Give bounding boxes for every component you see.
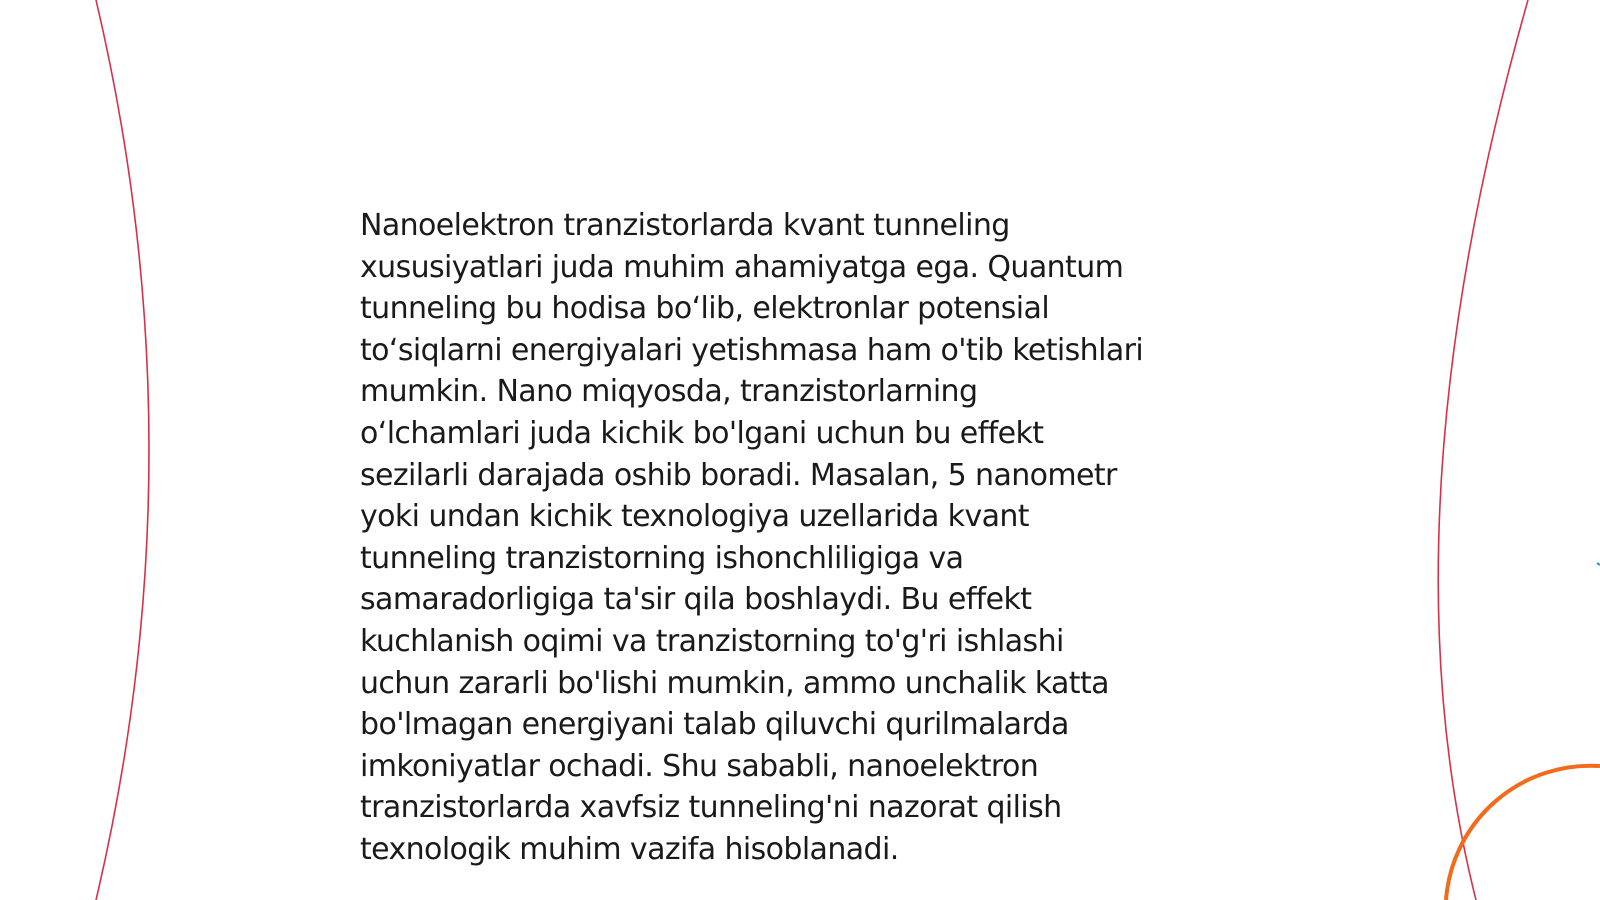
orange-circle-arc	[1446, 766, 1600, 900]
right-red-arc	[1438, 0, 1528, 900]
left-red-arc	[96, 0, 149, 900]
slide-body-text: Nanoelektron tranzistorlarda kvant tunneling xususiyatlari juda muhim ahamiyatga ega. Quantum tunneling bu hodisa bo‘lib, elektronlar potensial to‘siqlarni energiyalari yetishmasa ham o'tib ketishlari mumkin. Nano miqyosda, tranzistorlarning o‘lchamlari juda kichik bo'lgani uchun bu effekt sezilarli darajada oshib boradi. Masalan, 5 nanometr yoki undan kichik texnologiya uzellarida kvant tunneling tranzistorning ishonchliligiga va samaradorligiga ta'sir qila boshlaydi. Bu effekt kuchlanish oqimi va tranzistorning to'g'ri ishlashi uchun zararli bo'lishi mumkin, ammo unchalik katta bo'lmagan energiyani talab qiluvchi qurilmalarda imkoniyatlar ochadi. Shu sababli, nanoelektron tranzistorlarda xavfsiz tunneling'ni nazorat qilish texnologik muhim vazifa hisoblanadi.	[360, 208, 1144, 867]
